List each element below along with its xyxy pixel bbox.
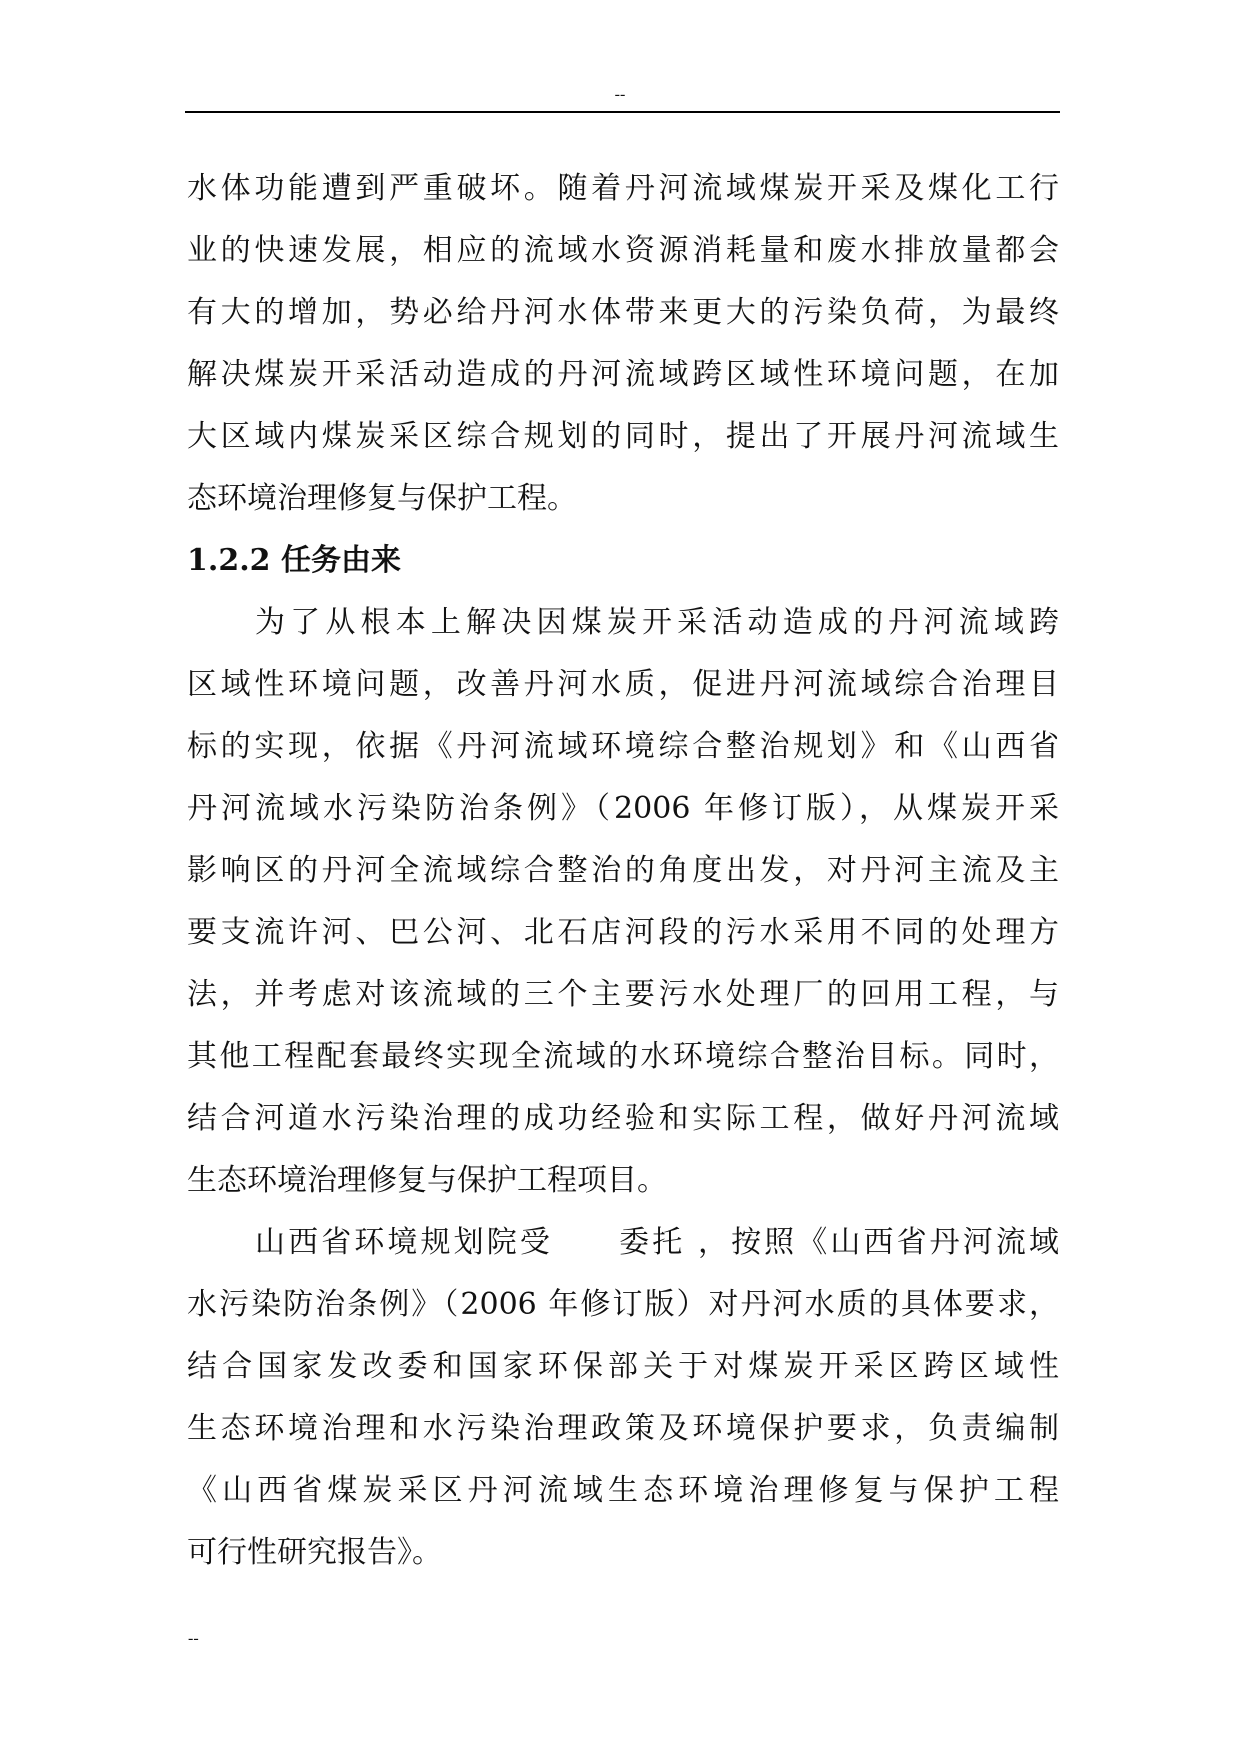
paragraph-2-line: 要支流许河、巴公河、北石店河段的污水采用不同的处理方: [187, 915, 1059, 950]
paragraph-1-line: 水体功能遭到严重破坏。随着丹河流域煤炭开采及煤化工行: [187, 171, 1059, 206]
paragraph-2-line: 影响区的丹河全流域综合整治的角度出发，对丹河主流及主: [187, 853, 1059, 888]
paragraph-2-line: 丹河流域水污染防治条例》（2006 年修订版），从煤炭开采: [187, 791, 1059, 826]
page-footer-mark: --: [188, 1630, 199, 1647]
paragraph-3-line: 可行性研究报告》。: [187, 1535, 442, 1570]
section-heading: 1.2.2 任务由来: [187, 543, 401, 578]
paragraph-3-line: 山西省环境规划院受 委托 ，按照《山西省丹河流域: [255, 1225, 1059, 1260]
paragraph-3-line: 水污染防治条例》（2006 年修订版）对丹河水质的具体要求，: [187, 1287, 1059, 1322]
paragraph-3-line: 《山西省煤炭采区丹河流域生态环境治理修复与保护工程: [187, 1473, 1059, 1508]
paragraph-2: [187, 592, 1059, 1212]
paragraph-2-line: 其他工程配套最终实现全流域的水环境综合整治目标。同时，: [187, 1039, 1059, 1074]
document-body: [187, 158, 1059, 1584]
paragraph-1-line: 业的快速发展，相应的流域水资源消耗量和废水排放量都会: [187, 233, 1059, 268]
paragraph-2-line: 为了从根本上解决因煤炭开采活动造成的丹河流域跨: [255, 605, 1059, 640]
header-rule: [185, 111, 1060, 113]
paragraph-3: [187, 1212, 1059, 1584]
paragraph-1-line: 态环境治理修复与保护工程。: [187, 481, 577, 516]
paragraph-3-line: 结合国家发改委和国家环保部关于对煤炭开采区跨区域性: [187, 1349, 1059, 1384]
paragraph-1-line: 有大的增加，势必给丹河水体带来更大的污染负荷，为最终: [187, 295, 1059, 330]
page-header-mark: --: [614, 86, 626, 103]
paragraph-2-line: 结合河道水污染治理的成功经验和实际工程，做好丹河流域: [187, 1101, 1059, 1136]
paragraph-2-line: 区域性环境问题，改善丹河水质，促进丹河流域综合治理目: [187, 667, 1059, 702]
paragraph-2-line: 生态环境治理修复与保护工程项目。: [187, 1163, 667, 1198]
paragraph-1-line: 大区域内煤炭采区综合规划的同时，提出了开展丹河流域生: [187, 419, 1059, 454]
paragraph-3-line: 生态环境治理和水污染治理政策及环境保护要求，负责编制: [187, 1411, 1059, 1446]
paragraph-2-line: 标的实现，依据《丹河流域环境综合整治规划》和《山西省: [187, 729, 1059, 764]
paragraph-2-line: 法，并考虑对该流域的三个主要污水处理厂的回用工程，与: [187, 977, 1059, 1012]
paragraph-1: [187, 158, 1059, 530]
paragraph-1-line: 解决煤炭开采活动造成的丹河流域跨区域性环境问题，在加: [187, 357, 1059, 392]
